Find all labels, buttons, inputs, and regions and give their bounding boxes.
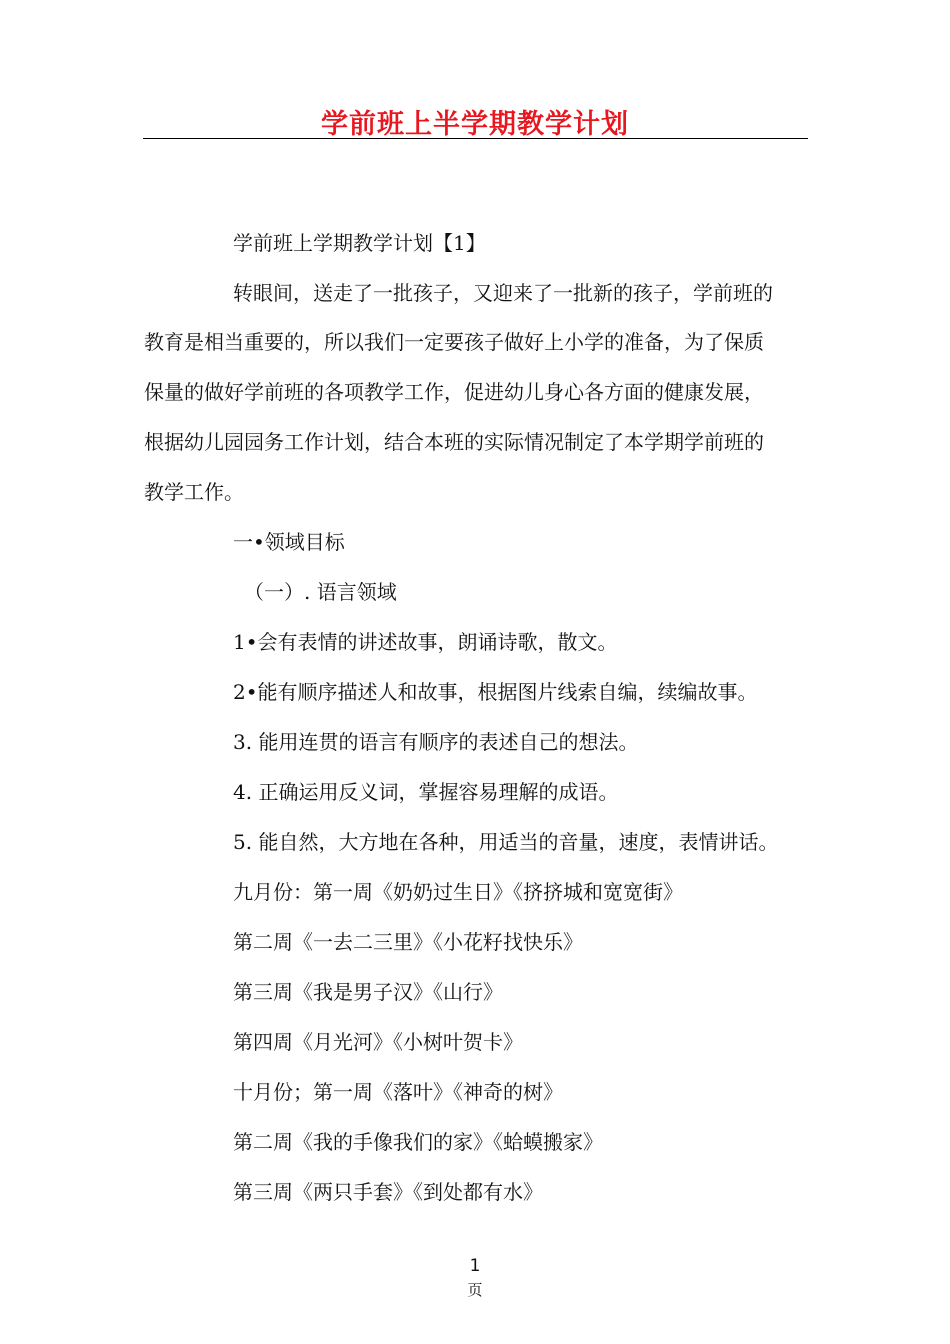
paragraph-line: 转眼间，送走了一批孩子，又迎来了一批新的孩子，学前班的 <box>233 281 773 305</box>
goal-item: 3. 能用连贯的语言有顺序的表述自己的想法。 <box>233 730 639 754</box>
paragraph-line: 保量的做好学前班的各项教学工作，促进幼儿身心各方面的健康发展， <box>144 380 764 404</box>
section-heading: 一•领域目标 <box>233 530 345 554</box>
paragraph-line: 教学工作。 <box>144 480 244 504</box>
page-title: 学前班上半学期教学计划 <box>321 109 629 140</box>
goal-item: 4. 正确运用反义词，掌握容易理解的成语。 <box>233 780 619 804</box>
subsection-heading: （一）. 语言领域 <box>244 580 397 604</box>
goal-item: 2•能有顺序描述人和故事，根据图片线索自编，续编故事。 <box>233 680 758 704</box>
heading-plan-1: 学前班上学期教学计划【1】 <box>233 231 486 255</box>
page-number: 1 <box>469 1256 481 1276</box>
schedule-line: 九月份：第一周《奶奶过生日》《挤挤城和宽宽街》 <box>233 880 683 904</box>
schedule-line: 第二周《我的手像我们的家》《蛤蟆搬家》 <box>233 1130 603 1154</box>
goal-item: 1•会有表情的讲述故事，朗诵诗歌，散文。 <box>233 630 618 654</box>
paragraph-line: 根据幼儿园园务工作计划，结合本班的实际情况制定了本学期学前班的 <box>144 430 764 454</box>
goal-item: 5. 能自然，大方地在各种，用适当的音量，速度，表情讲话。 <box>233 830 779 854</box>
schedule-line: 第三周《两只手套》《到处都有水》 <box>233 1180 543 1204</box>
schedule-line: 第四周《月光河》《小树叶贺卡》 <box>233 1030 523 1054</box>
schedule-line: 第三周《我是男子汉》《山行》 <box>233 980 503 1004</box>
title-underline <box>143 138 808 139</box>
schedule-line: 第二周《一去二三里》《小花籽找快乐》 <box>233 930 583 954</box>
paragraph-line: 教育是相当重要的，所以我们一定要孩子做好上小学的准备，为了保质 <box>144 330 764 354</box>
page-label: 页 <box>467 1281 483 1299</box>
schedule-line: 十月份；第一周《落叶》《神奇的树》 <box>233 1080 563 1104</box>
